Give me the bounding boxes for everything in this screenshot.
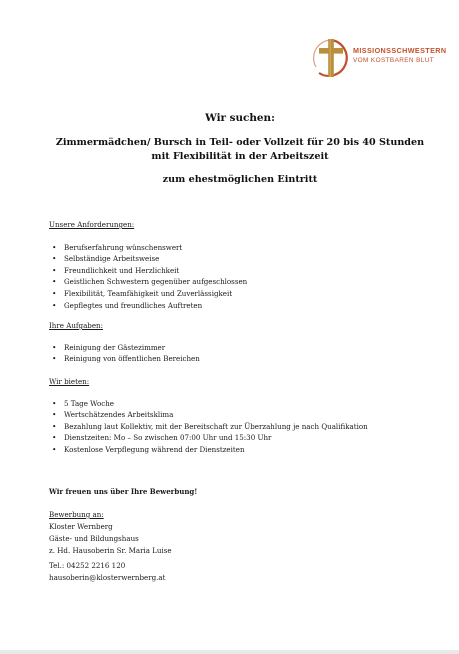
tasks-title: Ihre Aufgaben: [49,321,103,330]
list-item: • Kostenlose Verpflegung während der Dienstzeiten [49,444,419,456]
headline-job [40,136,440,164]
phone-number: Tel.: 04252 2216 120 [49,561,126,570]
list-item: • Reinigung der Gästezimmer [49,342,419,354]
list-item: • Wertschätzendes Arbeitsklima [49,409,419,421]
address-line: z. Hd. Hausoberin Sr. Maria Luise [49,546,172,555]
application-address [49,509,172,557]
address-line: Gäste- und Bildungshaus [49,534,139,543]
organization-logo [310,37,450,81]
list-item: • Freundlichkeit und Herzlichkeit [49,265,419,277]
job-title-line1: Zimmermädchen/ Bursch in Teil- oder Vollzeit für 20 bis 40 Stunden [55,137,425,148]
address-line: Kloster Wernberg [49,522,113,531]
offer-list [49,398,419,456]
logo-title: MISSIONSSCHWESTERN [353,46,447,55]
requirements-list [49,242,419,312]
logo-subtitle: VOM KOSTBAREN BLUT [353,57,435,64]
list-item: • Gepflegtes und freundliches Auftreten [49,300,419,312]
job-title-line2: mit Flexibilität in der Arbeitszeit [151,151,329,162]
list-item: • Reinigung von öffentlichen Bereichen [49,353,419,365]
closing-text: Wir freuen uns über Ihre Bewerbung! [49,487,198,496]
list-item: • Bezahlung laut Kollektiv, mit der Bereitschaft zur Überzahlung je nach Qualifikation [49,421,419,433]
contact-block [49,560,166,584]
cross-in-circle-icon [310,37,352,79]
offer-title: Wir bieten: [49,377,90,386]
requirements-section [49,219,419,311]
list-item: • Geistlichen Schwestern gegenüber aufgeschlossen [49,276,419,288]
list-item: • Dienstzeiten: Mo – So zwischen 07:00 Uhr und 15:30 Uhr [49,432,419,444]
tasks-list [49,342,419,365]
logo-text [353,46,453,66]
requirements-title: Unsere Anforderungen: [49,220,135,229]
email-address[interactable]: hausoberin@klosterwernberg.at [49,573,166,582]
headline-search: Wir suchen: [205,112,275,124]
tasks-section [49,320,419,365]
list-item: • Selbständige Arbeitsweise [49,253,419,265]
application-title: Bewerbung an: [49,510,104,519]
page-bottom-edge [0,650,459,654]
list-item: • 5 Tage Woche [49,398,419,410]
headline-start: zum ehestmöglichen Eintritt [162,174,318,185]
offer-section [49,376,419,456]
list-item: • Berufserfahrung wünschenswert [49,242,419,254]
list-item: • Flexibilität, Teamfähigkeit und Zuverlässigkeit [49,288,419,300]
